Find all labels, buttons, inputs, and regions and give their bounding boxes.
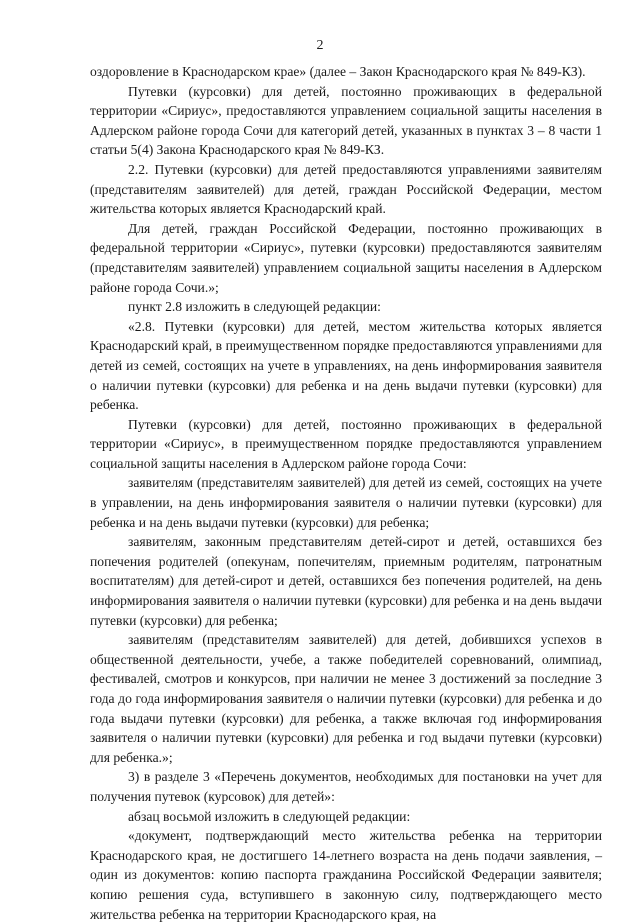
paragraph-9: заявителям, законным представителям детей-сирот и детей, оставшихся без попечения родителей (опекунам, попечителям, приемным родителям, патронатным воспитателям) для детей-сирот и детей, оставшихся без попечения родителей, на день информирования заявителя о наличии путевки (курсовки) для ребенка и на день выдачи путевки (курсовки) для ребенка; <box>90 534 602 628</box>
paragraph-4: Для детей, граждан Российской Федерации, постоянно проживающих в федеральной территории «Сириус», путевки (курсовки) предоставляются заявителям (представителям заявителей) управлением социальной защиты населения в Адлерском районе города Сочи.»; <box>90 220 602 295</box>
paragraph-12: абзац восьмой изложить в следующей редакции: <box>128 808 411 824</box>
paragraph-13: «документ, подтверждающий место жительства ребенка на территории Краснодарского края, не достигшего 14-летнего возраста на день подачи заявления, – один из документов: копию паспорта гражданина Российской Федерации заявителя; копию решения суда, вступившего в законную силу, подтверждающего место жительства ребенка на территории Краснодарского края, на <box>90 828 602 922</box>
paragraph-3: 2.2. Путевки (курсовки) для детей предоставляются управлениями заявителям (представителям заявителей) для детей, граждан Российской Федерации, местом жительства которых является Краснодарский край. <box>90 161 602 217</box>
paragraph-8: заявителям (представителям заявителей) для детей из семей, состоящих на учете в управлении, на день информирования заявителя о наличии путевки (курсовки) для ребенка и на день выдачи путевки (курсовки) для ребенка; <box>90 475 602 530</box>
paragraph-11: 3) в разделе 3 «Перечень документов, необходимых для постановки на учет для получения путевок (курсовок) для детей»: <box>90 769 602 804</box>
paragraph-1: оздоровление в Краснодарском крае» (далее – Закон Краснодарского края № 849-КЗ). <box>90 64 586 79</box>
page-number: 2 <box>316 38 324 53</box>
paragraph-5: пункт 2.8 изложить в следующей редакции: <box>128 299 381 315</box>
paragraph-6: «2.8. Путевки (курсовки) для детей, местом жительства которых является Краснодарский край, в преимущественном порядке предоставляются управлениями для детей из семей, состоящих на учете в управлениях, на день информирования заявителя о наличии путевки (курсовки) для ребенка и на день выдачи путевки (курсовки) для ребенка. <box>90 318 602 413</box>
paragraph-2: Путевки (курсовки) для детей, постоянно проживающих в федеральной территории «Сириус», предоставляются управлением социальной защиты населения в Адлерском районе города Сочи для категорий детей, указанных в пунктах 3 – 8 части 1 статьи 5(4) Закона Краснодарского края № 849-КЗ. <box>90 83 602 158</box>
paragraph-7: Путевки (курсовки) для детей, постоянно проживающих в федеральной территории «Сириус», в преимущественном порядке предоставляются управлением социальной защиты населения в Адлерском районе города Сочи: <box>90 416 602 471</box>
document-body <box>90 62 602 924</box>
paragraph-10: заявителям (представителям заявителей) для детей, добившихся успехов в общественной деятельности, учебе, а также победителей соревнований, олимпиад, фестивалей, смотров и конкурсов, при наличии не менее 3 достижений за последние 3 года до года информирования заявителя о наличии путевки (курсовки) для ребенка и до года выдачи путевки (курсовки) для ребенка, а также включая год информирования заявителя о наличии путевки (курсовки) для ребенка и год выдачи путевки (курсовки) для ребенка.»; <box>90 632 602 765</box>
